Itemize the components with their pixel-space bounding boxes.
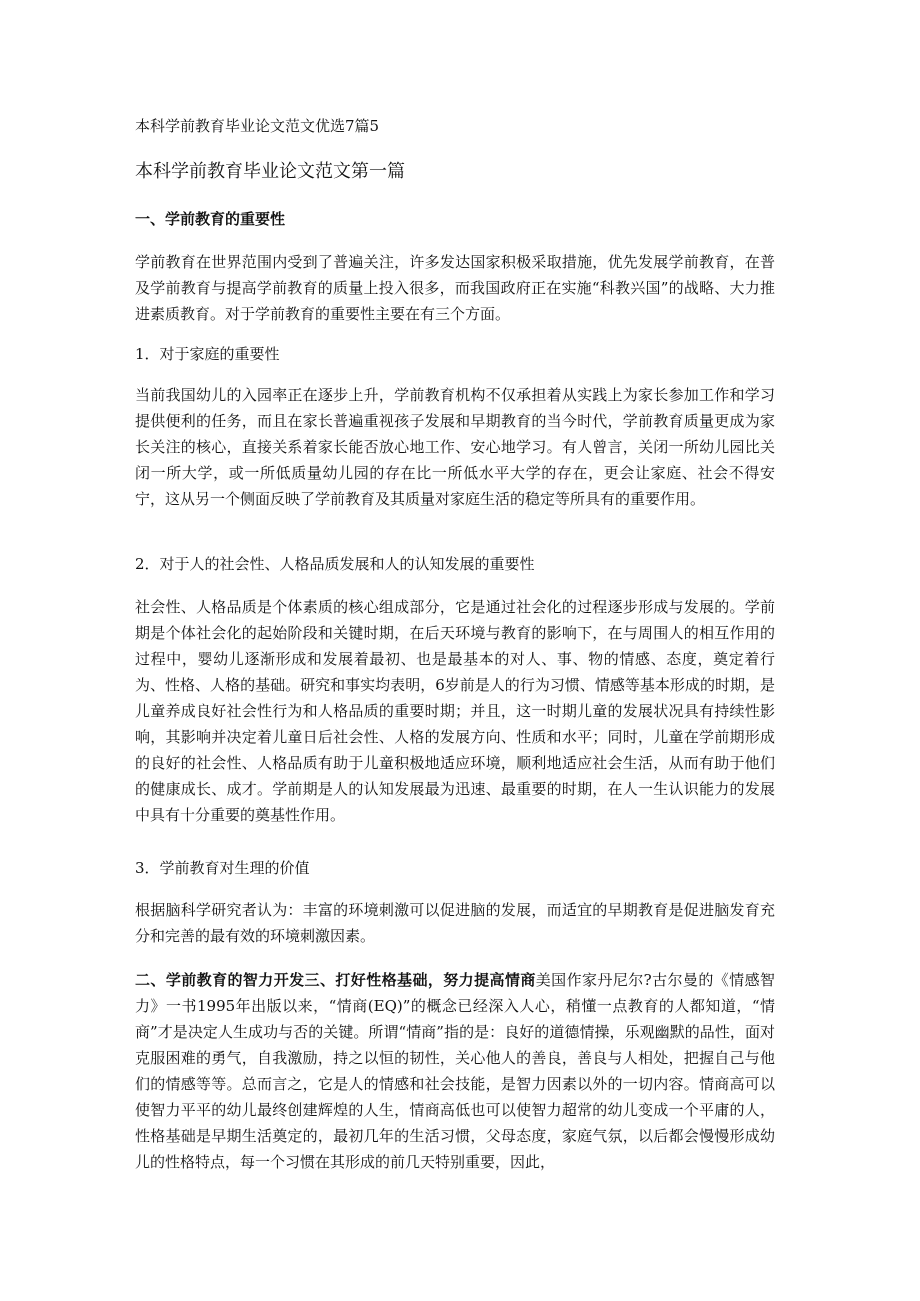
section-heading-intelligence: 二、学前教育的智力开发三、打好性格基础，努力提高情商	[135, 971, 536, 989]
subheading-physiology: 3．学前教育对生理的价值	[135, 859, 310, 877]
paragraph-eq-body: 美国作家丹尼尔?古尔曼的《情感智力》一书1995年出版以来，“情商(EQ)”的概念已经深入人心，稍懂一点教育的人都知道，“情商”才是决定人生成功与否的关键。所谓“情商”指的是：良好的道德情操，乐观幽默的品性，面对克服困难的勇气，自我激励，持之以恒的韧性，关心他人的善良，善良与人相处，把握自己与他们的情感等等。总而言之，它是人的情感和社会技能，是智力因素以外的一切内容。情商高可以使智力平平的幼儿最终创建辉煌的人生，情商高低也可以使智力超常的幼儿变成一个平庸的人，性格基础是早期生活奠定的，最初几年的生活习惯，父母态度，家庭气氛，以后都会慢慢形成幼儿的性格特点，每一个习惯在其形成的前几天特别重要，因此，	[135, 971, 775, 1171]
paragraph-eq	[135, 967, 775, 1175]
document-title: 本科学前教育毕业论文范文优选7篇5	[135, 117, 380, 135]
article-title: 本科学前教育毕业论文范文第一篇	[135, 161, 405, 182]
paragraph-personality: 社会性、人格品质是个体素质的核心组成部分，它是通过社会化的过程逐步形成与发展的。学前期是个体社会化的起始阶段和关键时期，在后天环境与教育的影响下，在与周围人的相互作用的过程中，婴幼儿逐渐形成和发展着最初、也是最基本的对人、事、物的情感、态度，奠定着行为、性格、人格的基础。研究和事实均表明，6岁前是人的行为习惯、情感等基本形成的时期，是儿童养成良好社会性行为和人格品质的重要时期；并且，这一时期儿童的发展状况具有持续性影响，其影响并决定着儿童日后社会性、人格的发展方向、性质和水平；同时，儿童在学前期形成的良好的社会性、人格品质有助于儿童积极地适应环境，顺利地适应社会生活，从而有助于他们的健康成长、成才。学前期是人的认知发展最为迅速、最重要的时期，在人一生认识能力的发展中具有十分重要的奠基性作用。	[135, 598, 775, 824]
paragraph-intro: 学前教育在世界范围内受到了普遍关注，许多发达国家积极采取措施，优先发展学前教育，在普及学前教育与提高学前教育的质量上投入很多，而我国政府正在实施“科教兴国”的战略、大力推进素质教育。对于学前教育的重要性主要在有三个方面。	[135, 253, 775, 323]
subheading-family: 1．对于家庭的重要性	[135, 345, 280, 363]
paragraph-physiology: 根据脑科学研究者认为：丰富的环境刺激可以促进脑的发展，而适宜的早期教育是促进脑发育充分和完善的最有效的环境刺激因素。	[135, 901, 775, 945]
subheading-personality: 2．对于人的社会性、人格品质发展和人的认知发展的重要性	[135, 555, 535, 573]
section-heading-importance: 一、学前教育的重要性	[135, 210, 286, 228]
paragraph-family: 当前我国幼儿的入园率正在逐步上升，学前教育机构不仅承担着从实践上为家长参加工作和学习提供便利的任务，而且在家长普遍重视孩子发展和早期教育的当今时代，学前教育质量更成为家长关注的核心，直接关系着家长能否放心地工作、安心地学习。有人曾言，关闭一所幼儿园比关闭一所大学，或一所低质量幼儿园的存在比一所低水平大学的存在，更会让家庭、社会不得安宁，这从另一个侧面反映了学前教育及其质量对家庭生活的稳定等所具有的重要作用。	[135, 386, 775, 508]
